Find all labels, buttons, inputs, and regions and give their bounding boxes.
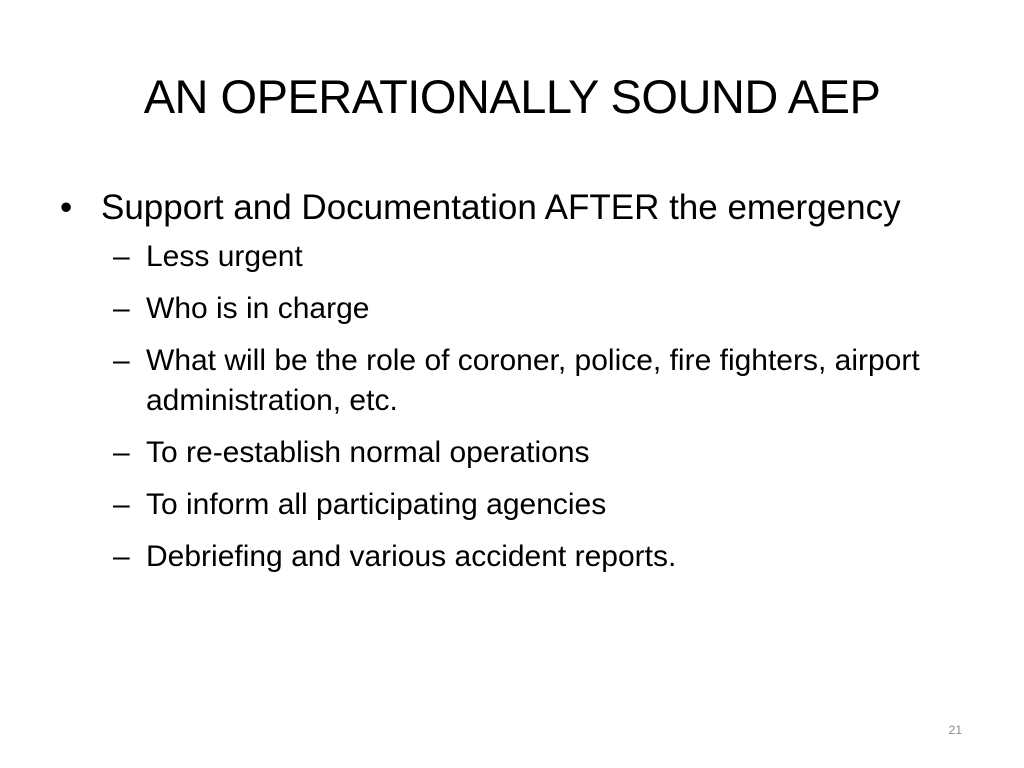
sub-bullet-text: Who is in charge bbox=[146, 292, 370, 325]
sub-bullet-list bbox=[60, 237, 940, 577]
dash-icon: – bbox=[113, 344, 130, 377]
slide-title: AN OPERATIONALLY SOUND AEP bbox=[143, 70, 881, 123]
sub-bullet-item bbox=[60, 433, 940, 473]
sub-bullet-item bbox=[60, 537, 940, 577]
dash-icon: – bbox=[113, 488, 130, 521]
sub-bullet-item bbox=[60, 237, 940, 277]
sub-bullet-text: What will be the role of coroner, police, fire fighters, airport administration, etc. bbox=[146, 344, 920, 417]
sub-bullet-item bbox=[60, 341, 940, 421]
bullet-icon: • bbox=[60, 188, 73, 227]
sub-bullet-item bbox=[60, 289, 940, 329]
sub-bullet-text: To re-establish normal operations bbox=[146, 436, 590, 469]
dash-icon: – bbox=[113, 240, 130, 273]
bullet-item bbox=[60, 185, 940, 231]
sub-bullet-text: Debriefing and various accident reports. bbox=[146, 540, 677, 573]
dash-icon: – bbox=[113, 540, 130, 573]
sub-bullet-item bbox=[60, 485, 940, 525]
dash-icon: – bbox=[113, 436, 130, 469]
sub-bullet-text: Less urgent bbox=[146, 240, 303, 273]
sub-bullet-text: To inform all participating agencies bbox=[146, 488, 607, 521]
page-number: 21 bbox=[948, 723, 962, 737]
bullet-text: Support and Documentation AFTER the emergency bbox=[101, 188, 901, 227]
slide-content bbox=[60, 185, 940, 589]
dash-icon: – bbox=[113, 292, 130, 325]
